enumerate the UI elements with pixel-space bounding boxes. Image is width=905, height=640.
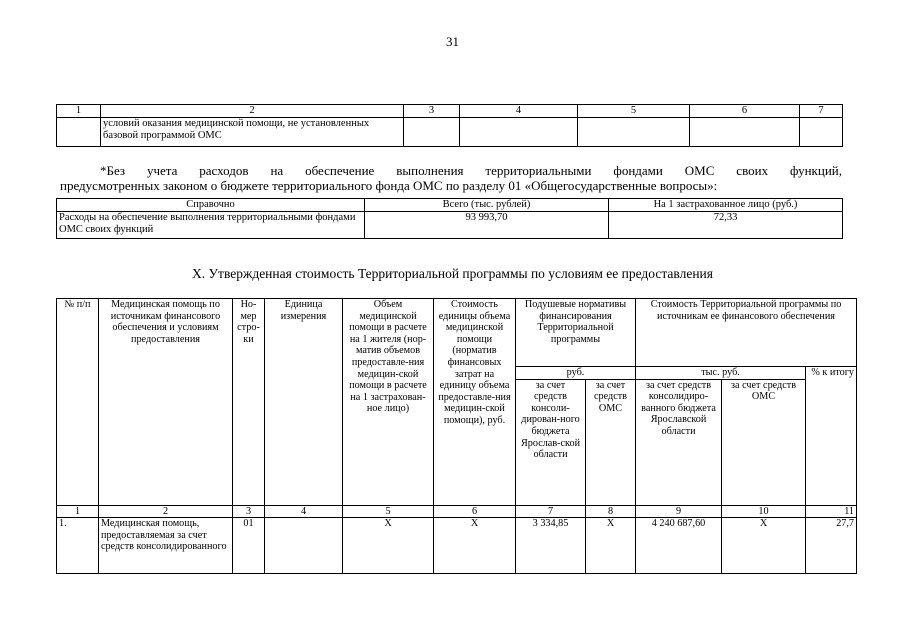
row-num: 1. [57, 518, 99, 574]
section-title: X. Утвержденная стоимость Территориальной программы по условиям ее предоставления [192, 266, 713, 281]
row-pc-oms: Х [586, 518, 636, 574]
column-number: 7 [516, 505, 586, 518]
header-cell: 2 [101, 105, 404, 118]
row-pc-budget: 3 334,85 [516, 518, 586, 574]
column-number: 6 [434, 505, 516, 518]
row-cost: Х [434, 518, 516, 574]
header-cell: 6 [690, 105, 800, 118]
column-number-row [57, 505, 857, 518]
header-volume: Объем медицинской помощи в расчете на 1 жителя (нор-матив объемов предоставле-ния медицин-ской помощи в расчете на 1 застрахован-ное лицо) [343, 299, 434, 506]
table-cell [57, 118, 101, 147]
row-prog-oms: Х [722, 518, 806, 574]
header-pc-oms: за счет средств ОМС [586, 379, 636, 505]
header-per-capita-unit: руб. [516, 367, 636, 380]
column-number: 11 [806, 505, 857, 518]
main-cost-table [56, 298, 857, 574]
page-number: 31 [446, 34, 459, 49]
header-cell: На 1 застрахованное лицо (руб.) [609, 199, 843, 212]
header-cell: 1 [57, 105, 101, 118]
row-unit [265, 518, 343, 574]
column-number: 4 [265, 505, 343, 518]
header-percent: % к итогу [806, 367, 857, 506]
header-per-capita: Подушевые нормативы финансирования Территориальной программы [516, 299, 636, 367]
header-program-cost: Стоимость Территориальной программы по источникам ее финансового обеспечения [636, 299, 857, 367]
header-cost: Стоимость единицы объема медицинской помощи (норматив финансовых затрат на единицу объема предоставле-ния медицин-ской помощи), руб. [434, 299, 516, 506]
column-number-row [57, 105, 843, 118]
row-prog-budget: 4 240 687,60 [636, 518, 722, 574]
header-cell: 4 [460, 105, 578, 118]
table-row [57, 212, 843, 239]
header-pc-budget: за счет средств консоли-дирован-ного бюджета Ярослав-ской области [516, 379, 586, 505]
header-line: Но-мер стро-ки [233, 299, 265, 506]
footnote-line: предусмотренных законом о бюджете территориального фонда ОМС по разделу 01 «Общегосударственные вопросы»: [60, 178, 718, 193]
header-prog-oms: за счет средств ОМС [722, 379, 806, 505]
column-number: 1 [57, 505, 99, 518]
header-program-cost-unit: тыс. руб. [636, 367, 806, 380]
row-line: 01 [233, 518, 265, 574]
table-cell: условий оказания медицинской помощи, не установленных базовой программой ОМС [101, 118, 404, 147]
column-number: 9 [636, 505, 722, 518]
table-cell [690, 118, 800, 147]
column-number: 2 [99, 505, 233, 518]
table-cell [404, 118, 460, 147]
header-unit: Единица измерения [265, 299, 343, 506]
reference-table [56, 198, 843, 239]
footnote [60, 163, 842, 193]
reference-header-row [57, 199, 843, 212]
table-row [57, 518, 857, 574]
header-care: Медицинская помощь по источникам финансового обеспечения и условиям предоставления [99, 299, 233, 506]
header-cell: Всего (тыс. рублей) [365, 199, 609, 212]
table-cell [578, 118, 690, 147]
column-number: 8 [586, 505, 636, 518]
column-number: 10 [722, 505, 806, 518]
row-care: Медицинская помощь, предоставляемая за счет средств консолидированного [99, 518, 233, 574]
table-cell [800, 118, 843, 147]
column-number: 5 [343, 505, 434, 518]
table-cell: 93 993,70 [365, 212, 609, 239]
continuation-table [56, 104, 843, 147]
header-row [57, 299, 857, 367]
header-cell: 5 [578, 105, 690, 118]
table-row [57, 118, 843, 147]
header-num: № п/п [57, 299, 99, 506]
header-cell: 3 [404, 105, 460, 118]
header-cell: 7 [800, 105, 843, 118]
row-percent: 27,7 [806, 518, 857, 574]
table-cell: 72,33 [609, 212, 843, 239]
header-cell: Справочно [57, 199, 365, 212]
column-number: 3 [233, 505, 265, 518]
header-prog-budget: за счет средств консолидиро-ванного бюджета Ярославской области [636, 379, 722, 505]
table-cell: Расходы на обеспечение выполнения территориальными фондами ОМС своих функций [57, 212, 365, 239]
row-volume: Х [343, 518, 434, 574]
footnote-line: *Без учета расходов на обеспечение выполнения территориальными фондами ОМС своих функций, [100, 163, 842, 178]
table-cell [460, 118, 578, 147]
